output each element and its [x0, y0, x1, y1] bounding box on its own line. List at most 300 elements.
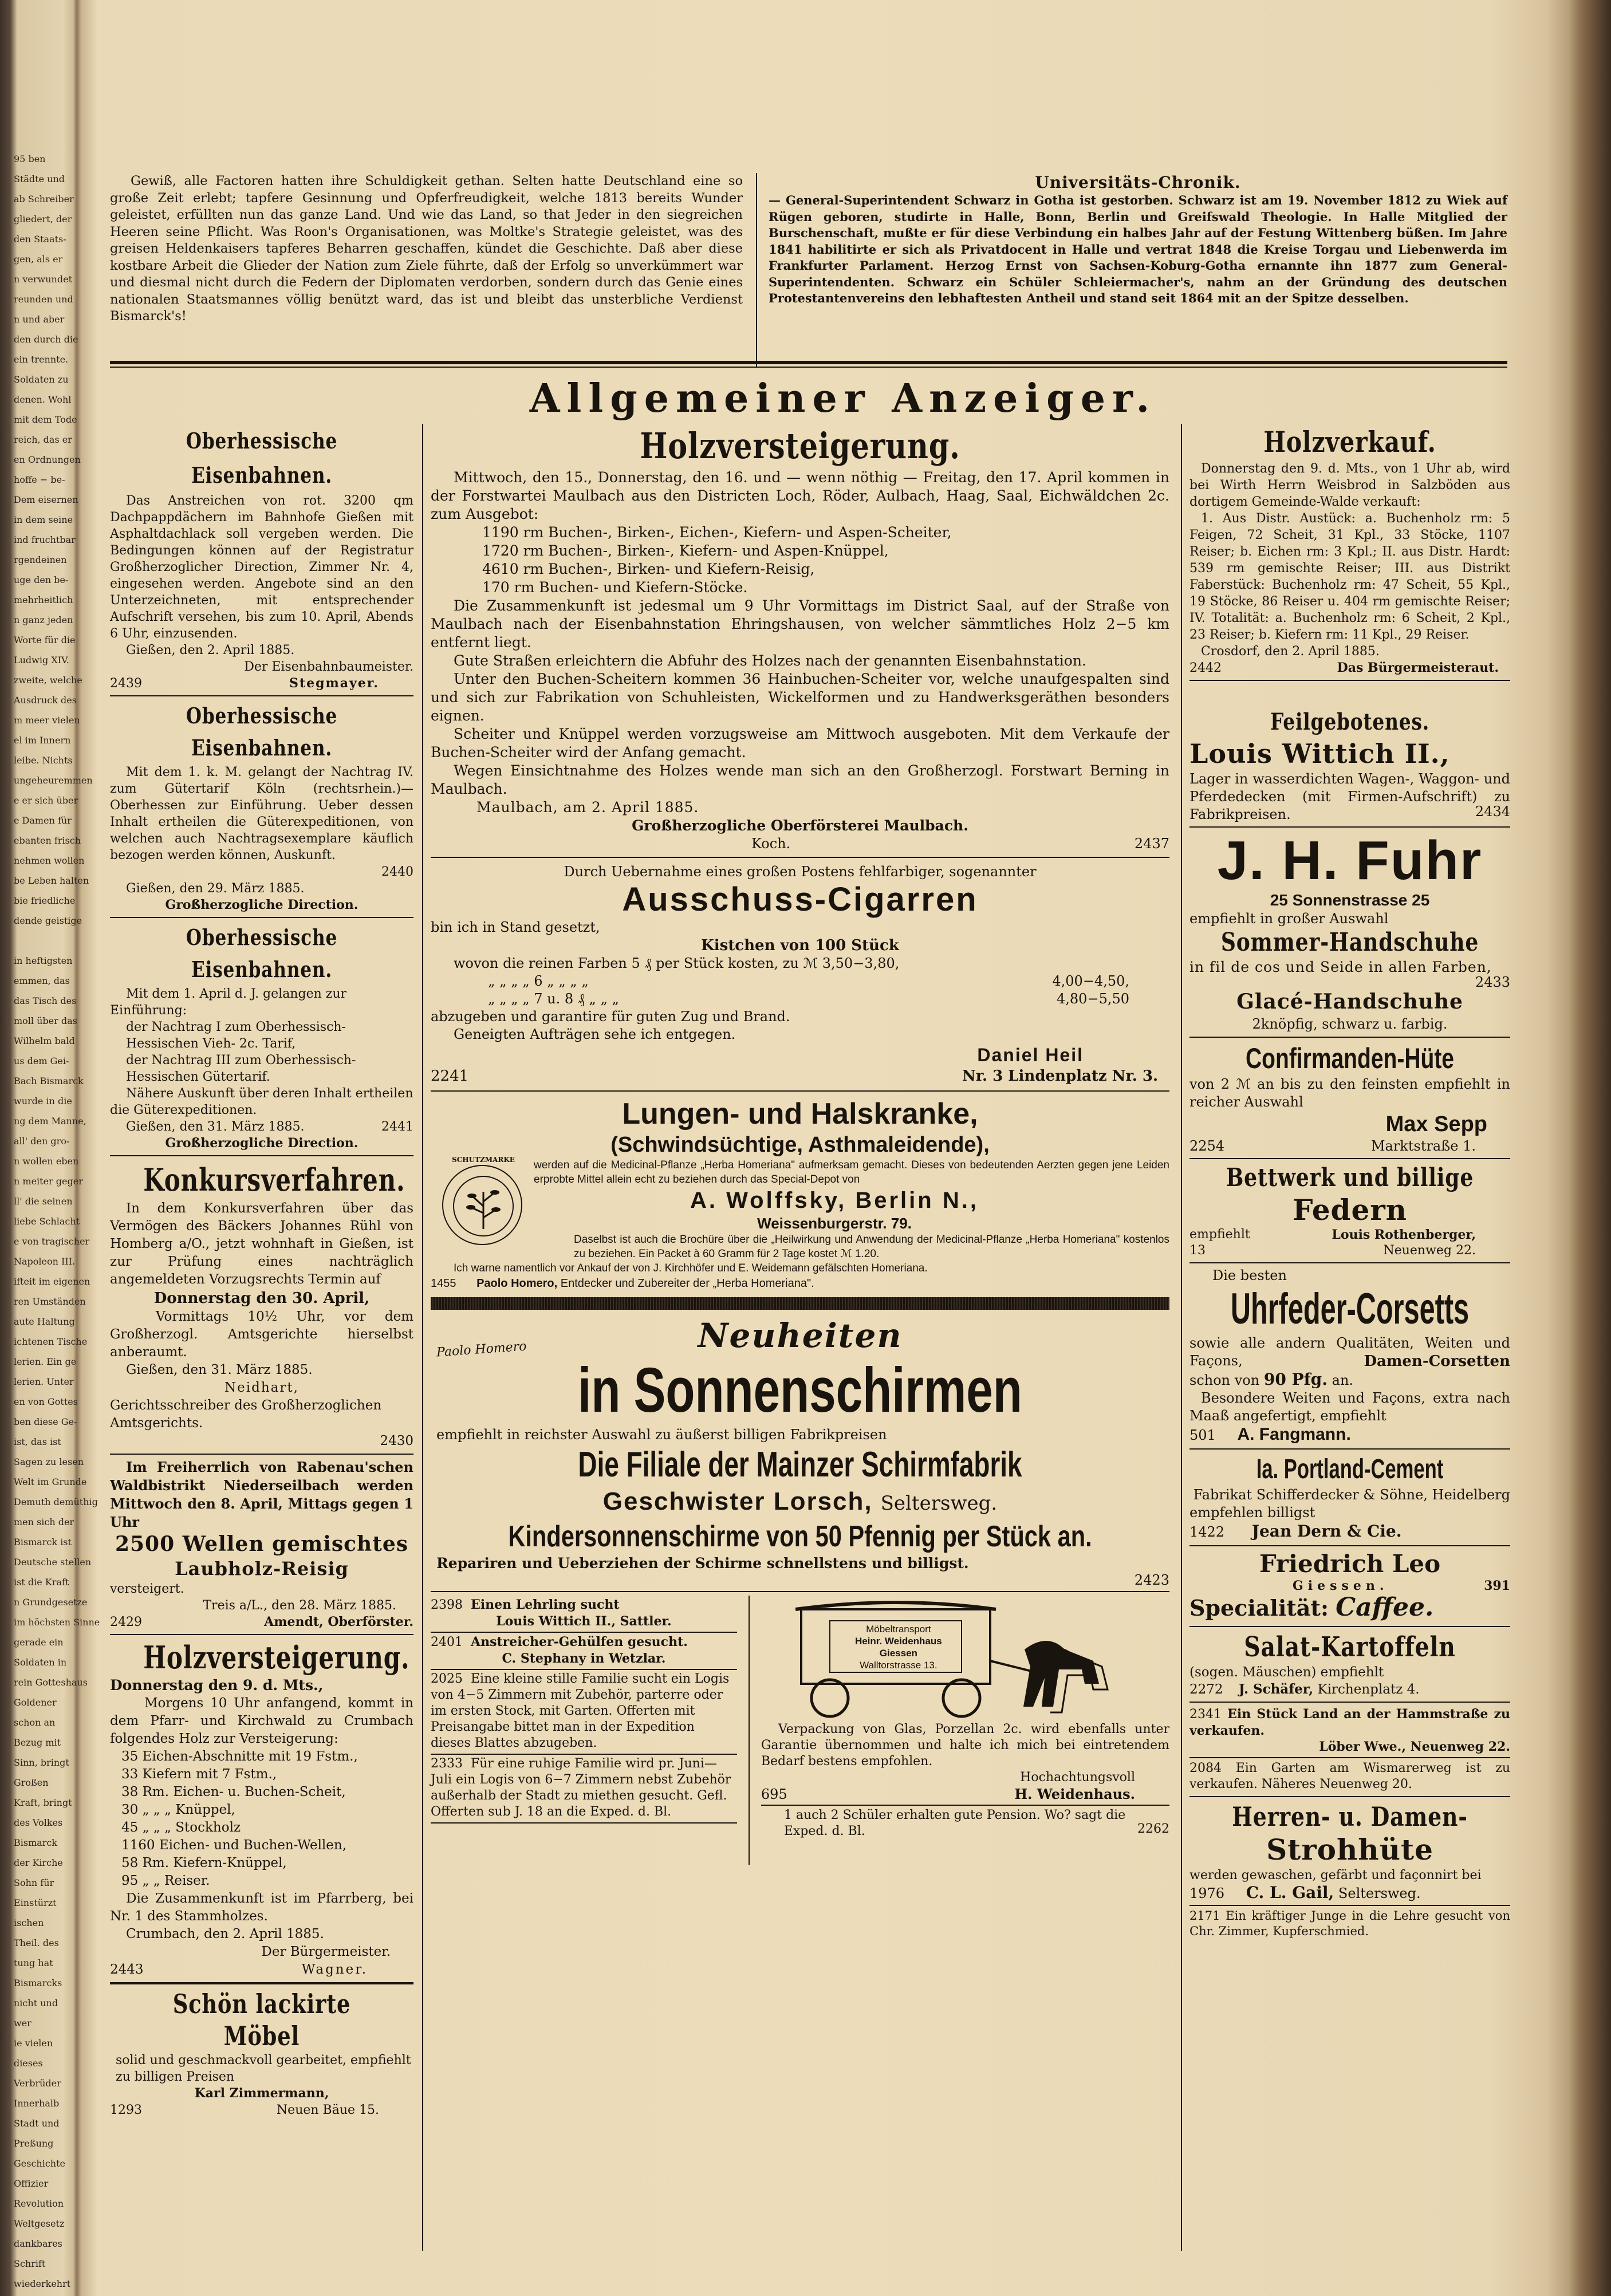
ad-row: 33 Kiefern mit 7 Fstm., — [121, 1767, 277, 1782]
ad-date: Gießen, den 31. März 1885. — [126, 1120, 305, 1134]
ad-product: Glacé-Handschuhe — [1236, 990, 1463, 1014]
ad-number: 1976 — [1189, 1885, 1225, 1901]
binding-line: Theil. des — [14, 1937, 59, 1948]
ad-name: Louis Wittich II., Sattler. — [496, 1614, 672, 1629]
ad-holzversteigerung-maulbach — [431, 424, 1169, 852]
ad-address: Neuen Bäue 15. — [276, 2103, 379, 2117]
ad-title: Oberhessische Eisenbahnen. — [186, 428, 338, 488]
ad-sign: Der Bürgermeister. — [261, 1944, 391, 1959]
ad-text: Ein kräftiger Junge in die Lehre gesucht von Chr. Zimmer, Kupferschmied. — [1189, 1909, 1510, 1938]
ad-holzverkauf — [1189, 424, 1510, 676]
ad-text: Die Zusammenkunft ist im Pfarrberg, bei Nr. 1 des Stammholzes. — [110, 1891, 413, 1924]
ad-date: Crosdorf, den 2. April 1885. — [1201, 644, 1380, 659]
ad-item: der Nachtrag I zum Oberhessisch-Hessischen Vieh- 2c. Tarif, — [126, 1020, 346, 1051]
binding-line: dieses — [14, 2058, 43, 2069]
binding-line: Wilhelm bald — [14, 1035, 75, 1046]
ad-items: 1. Aus Distr. Austück: a. Buchenholz rm: 5 Feigen, 72 Scheit, 31 Kpl., 33 Stöcke, 1107 Reiser; b. Eichen rm: 3 Kpl.; II. aus Distr. Hardt: 539 rm gemischte Reiser; III. aus Distrikt Faberstück: Buchenholz rm: 47 Scheit, 55 Kpl., 19 Stöcke, 86 Reiser u. 404 rm gemischte Reiser; IV. Totalität: a. Buchenholz rm: 6 Scheit, 2 Kpl., 23 Reiser; b. Kiefern rm: 11 Kpl., 29 Reiser. — [1189, 511, 1510, 642]
ad-title: Herren- u. Damen- — [1232, 1801, 1468, 1832]
ad-number: 2440 — [381, 865, 413, 879]
ad-number: 2025 — [431, 1672, 463, 1686]
binding-line: Welt im Grunde — [14, 1476, 87, 1487]
ad-text: empfiehlt — [1189, 1227, 1250, 1242]
intro-article: Gewiß, alle Factoren hatten ihre Schuldigkeit gethan. Selten hatte Deutschland eine so große Zeit erlebt; tapfere Gesinnung und Opferfreudigkeit, welche 1813 bereits Wunder geleistet, erfüllten nun das ganze Land. Und wie das Land, so that Jeder in den siegreichen Heeren seine Pflicht. Was Roon's Organisationen, was Moltke's Strategie geleistet, was des greisen Heldenkaisers tapferes Beharren geschaffen, kündet die Geschichte. Daß aber diese kostbare Arbeit die Glieder der Nation zum Ziele führte, daß der Erfolg so unverkümmert war und diesmal nicht durch die Federn der Diplomaten verdorben, sondern durch das Genie eines nationalen Staatsmannes völlig benützt ward, das ist und bleibt das unsterbliche Verdienst Bismarck's! — [110, 174, 743, 324]
ad-text: sowie alle andern Qualitäten, Weiten und Façons, — [1189, 1335, 1510, 1369]
ad-moebel — [110, 1988, 413, 2118]
ad-text: schon von — [1189, 1372, 1260, 1388]
left-column — [110, 424, 413, 2118]
binding-line: tung hat — [14, 1958, 53, 1968]
ad-address: Seltersweg. — [1338, 1885, 1421, 1901]
wagon-text: Möbeltransport — [866, 1624, 931, 1635]
herb-plant-icon — [443, 1166, 523, 1246]
ad-text: Daselbst ist auch die Brochüre über die „Heilwirkung und Anwendung der Medicinal-Pflanze „Herba Homeriana" kostenlos zu beziehen. Ein Packet à 60 Gramm für 2 Tage kostet ℳ 1.20. — [574, 1234, 1169, 1260]
binding-line: emmen, das — [14, 975, 70, 986]
page-title: Allgemeiner Anzeiger. — [529, 376, 1157, 422]
chronicle-title: Universitäts-Chronik. — [1035, 173, 1241, 192]
section-rule — [110, 367, 1507, 368]
binding-line: mit dem Tode — [14, 414, 77, 425]
ad-number: 2441 — [381, 1120, 413, 1134]
ad-oberhessische-3 — [110, 921, 413, 1152]
binding-line: Sagen zu lesen — [14, 1456, 84, 1467]
ad-sonnenschirme — [431, 1316, 1169, 1588]
ad-name: Daniel Heil — [977, 1045, 1084, 1065]
right-column — [1189, 424, 1510, 1939]
column-rule — [1181, 424, 1182, 2251]
binding-line: el im Innern — [14, 735, 71, 746]
ad-number: 695 — [761, 1786, 787, 1802]
ad-text: Ich warne namentlich vor Ankauf der von J. Kirchhöfer und E. Weidemann gefälschten Homeriana. — [454, 1262, 928, 1274]
ad-number: 2398 — [431, 1598, 463, 1612]
binding-line: e von tragischer — [14, 1236, 90, 1247]
ad-moebeltransport — [761, 1596, 1169, 1865]
binding-line: gliedert, der — [14, 214, 72, 225]
ad-intro: Durch Uebernahme eines großen Postens fehlfarbiger, sogenannter — [564, 864, 1037, 880]
binding-line: n Grundgesetze — [14, 1597, 88, 1608]
binding-line: Ausdruck des — [14, 695, 77, 706]
ad-text: versteigert. — [110, 1582, 184, 1596]
binding-line: ein trennte. — [14, 354, 69, 365]
binding-line: e Damen für — [14, 815, 72, 826]
ad-bettwerk — [1189, 1163, 1510, 1259]
ad-lehre — [1189, 1908, 1510, 1939]
ad-rabenau — [110, 1458, 413, 1631]
ad-text: abzugeben und garantire für guten Zug und Brand. — [431, 1009, 790, 1025]
ad-number: 2437 — [1134, 836, 1169, 852]
ad-text: Donnerstag den 9. d. Mts., von 1 Uhr ab, wird bei Wirth Herrn Weisbrod in Salzböden aus dortigem Gemeinde-Walde verkauft: — [1189, 462, 1510, 509]
binding-line: lerien. Ein ge — [14, 1356, 77, 1367]
wagon-text: Heinr. Weidenhaus — [854, 1636, 942, 1647]
ad-number: 1455 — [431, 1277, 456, 1290]
ad-date: Treis a/L., den 28. März 1885. — [203, 1598, 396, 1613]
ad-text: Im Freiherrlich von Rabenau'schen Waldbistrikt Niederseilbach werden Mittwoch den 8. April, Mittags gegen 1 Uhr — [110, 1459, 413, 1530]
ad-signature: Amendt, Oberförster. — [264, 1614, 413, 1629]
ad-title: Lungen- und Halskranke, — [622, 1097, 978, 1131]
ad-address: Neuenweg 22. — [1383, 1243, 1476, 1258]
binding-line: ungeheuremmen — [14, 775, 93, 786]
small-ad — [431, 1755, 737, 1824]
ad-subtitle: Kistchen von 100 Stück — [701, 937, 899, 954]
ad-date: Gießen, den 29. März 1885. — [126, 881, 305, 896]
binding-line: rein Gotteshaus — [14, 1677, 88, 1688]
ad-confirmanden — [1189, 1041, 1510, 1155]
binding-line: Ludwig XIV. — [14, 655, 69, 665]
ad-number: 2430 — [380, 1433, 413, 1448]
binding-line: Sohn für — [14, 1877, 54, 1888]
section-rule — [110, 361, 1507, 364]
ad-text: Repariren und Ueberziehen der Schirme schnellstens und billigst. — [436, 1555, 969, 1572]
ad-title: Schön lackirte Möbel — [172, 1988, 351, 2051]
ad-row: 95 „ „ Reiser. — [121, 1873, 210, 1888]
ad-number: 2241 — [431, 1068, 469, 1085]
ad-text: Fabrikat Schifferdecker & Söhne, Heidelberg — [1193, 1487, 1510, 1503]
ad-number: 2084 — [1189, 1761, 1222, 1775]
ad-number: 2401 — [431, 1635, 463, 1649]
ad-name: J. Schäfer, — [1238, 1681, 1314, 1697]
ad-heading: Laubholz-Reisig — [175, 1558, 349, 1580]
ad-firm: A. Wolffsky, Berlin N., — [690, 1188, 979, 1213]
ad-row: 30 „ „ „ Knüppel, — [121, 1802, 235, 1817]
binding-line: e er sich über — [14, 795, 78, 806]
ad-address: 25 Sonnenstrasse 25 — [1270, 891, 1430, 909]
binding-line: all' den gro- — [14, 1136, 70, 1147]
binding-line: ifteit im eigenen — [14, 1276, 90, 1287]
binding-line: ind fruchtbar — [14, 534, 76, 545]
ad-text: Ein Stück Land an der Hammstraße zu verkaufen. — [1189, 1707, 1510, 1738]
ad-address: Marktstraße 1. — [1370, 1138, 1476, 1154]
ad-title: Oberhessische Eisenbahnen. — [186, 703, 338, 761]
ad-text: Gute Straßen erleichtern die Abfuhr des Holzes nach der genannten Eisenbahnstation. — [454, 652, 1086, 669]
ad-title: Oberhessische Eisenbahnen. — [186, 924, 338, 982]
ad-price-row: „ „ „ „ 7 u. 8 ₰ „ „ „ — [488, 991, 619, 1007]
ad-sign: Der Eisenbahnbaumeister. — [244, 660, 413, 674]
university-chronicle — [769, 173, 1507, 307]
small-ad — [431, 1633, 737, 1670]
binding-gutter-text — [0, 0, 100, 2296]
ad-title: J. H. Fuhr — [1217, 830, 1483, 891]
ad-salat — [1189, 1631, 1510, 1698]
binding-line: rgendeinen — [14, 554, 67, 565]
ad-oberhessische-2 — [110, 700, 413, 913]
binding-line: Innerhalb — [14, 2098, 60, 2109]
ad-sign: Hochachtungsvoll — [1020, 1770, 1135, 1785]
ad-price: 90 Pfg. — [1263, 1370, 1328, 1389]
binding-line: moll über das — [14, 1015, 77, 1026]
binding-line: ebanten frisch — [14, 835, 81, 846]
ad-garten — [1189, 1761, 1510, 1793]
ad-text: Für eine ruhige Familie wird pr. Juni—Juli ein Logis von 6−7 Zimmern nebst Zubehör außerhalb der Stadt zu miethen gesucht. Gefl. Offerten sub J. 18 an die Exped. d. Bl. — [431, 1757, 731, 1819]
binding-line: Soldaten in — [14, 1657, 67, 1668]
binding-line: Preßung — [14, 2138, 54, 2149]
ad-strohhuete — [1189, 1801, 1510, 1903]
wagon-text: Giessen — [879, 1648, 917, 1659]
binding-line: n verwundet — [14, 274, 72, 285]
trademark-stamp — [442, 1156, 522, 1245]
ad-signature: Großherzogliche Oberförsterei Maulbach. — [632, 817, 968, 834]
ad-city: Giessen. — [1293, 1578, 1389, 1593]
binding-line: hoffe − be- — [14, 474, 65, 485]
ad-number: 2333 — [431, 1757, 463, 1771]
small-ads-column — [431, 1596, 737, 1865]
ad-number: 391 — [1484, 1578, 1510, 1593]
binding-line: n meiter geger — [14, 1176, 83, 1187]
ad-text: Anstreicher-Gehülfen gesucht. — [471, 1635, 688, 1649]
binding-line: Napoleon III. — [14, 1256, 76, 1267]
binding-line: Einstürzt — [14, 1897, 57, 1908]
ad-title: Friedrich Leo — [1259, 1550, 1441, 1578]
binding-line: n wollen eben — [14, 1156, 79, 1167]
binding-line: Offizier — [14, 2178, 49, 2189]
ad-name: C. L. Gail, — [1246, 1883, 1334, 1902]
binding-line: Bismarck ist — [14, 1537, 72, 1547]
ad-text: Scheiter und Knüppel werden vorzugsweise am Mittwoch ausgeboten. Mit dem Verkaufe der Buchen-Scheiter wird der Anfang gemacht. — [431, 726, 1169, 761]
ad-wittich — [1189, 684, 1510, 822]
ad-date: Gießen, den 31. März 1885. — [126, 1362, 313, 1377]
ad-text: solid und geschmackvoll gearbeitet, empfiehlt zu billigen Preisen — [116, 2053, 411, 2084]
section-title: Feilgebotenes. — [1270, 708, 1430, 735]
binding-line: ll' die seinen — [14, 1196, 73, 1207]
ad-street: Weissenburgerstr. 79. — [757, 1215, 912, 1232]
binding-line: Soldaten zu — [14, 374, 69, 385]
ad-fuhr — [1189, 831, 1510, 1033]
ad-label: Specialität: — [1189, 1595, 1329, 1621]
ad-name: Max Sepp — [1385, 1112, 1487, 1136]
ad-address: Nr. 3 Lindenplatz Nr. 3. — [962, 1068, 1158, 1085]
ad-number: 2433 — [1475, 974, 1510, 990]
ad-signature: Karl Zimmermann, — [194, 2086, 329, 2101]
binding-line: ichtenen Tische — [14, 1336, 88, 1347]
ad-text: empfehlen billigst — [1189, 1505, 1315, 1521]
ad-row: 35 Eichen-Abschnitte mit 19 Fstm., — [121, 1749, 358, 1764]
binding-line: Geschichte — [14, 2158, 66, 2169]
ad-text: Wegen Einsichtnahme des Holzes wende man sich an den Großherzogl. Forstwart Berning in Maulbach. — [431, 762, 1169, 797]
binding-line: ist, das ist — [14, 1436, 61, 1447]
ad-signature: Neidhart, — [224, 1380, 299, 1395]
binding-line: denen. Wohl — [14, 394, 72, 405]
ad-text: Die Zusammenkunft ist jedesmal um 9 Uhr Vormittags im District Saal, auf der Straße von Maulbach nach der Eisenbahnstation Ehringshausen, von welcher sämmtliches Holz 2−5 km entfernt liegt. — [431, 597, 1169, 651]
binding-line: Großen — [14, 1777, 49, 1788]
ad-rows — [110, 1748, 413, 1890]
ad-konkurs — [110, 1160, 413, 1450]
ad-title: Konkursverfahren. — [143, 1161, 405, 1198]
ad-offer: Kindersonnenschirme von 50 Pfennig per Stück an. — [508, 1520, 1092, 1553]
binding-line: ie vielen — [14, 2038, 53, 2049]
ad-date-bold: Donnerstag den 30. April, — [153, 1290, 370, 1307]
binding-line: nehmen wollen — [14, 855, 85, 866]
ad-title: Bettwerk und billige — [1226, 1163, 1474, 1192]
ad-firm: Geschwister Lorsch, — [602, 1487, 873, 1515]
decorative-rule — [431, 1297, 1169, 1310]
ad-title: Holzversteigerung. — [640, 425, 960, 467]
ad-number: 2171 — [1189, 1909, 1220, 1923]
binding-line: in heftigsten — [14, 955, 73, 966]
binding-line: Worte für die — [14, 635, 76, 645]
ad-rows — [431, 523, 1169, 597]
binding-line: wiederkehrt — [14, 2278, 71, 2289]
ad-date: Maulbach, am 2. April 1885. — [476, 799, 699, 816]
binding-line: wurde in die — [14, 1096, 72, 1106]
ad-text: Mit dem 1. k. M. gelangt der Nachtrag IV. zum Gütertarif Köln (rechtsrhein.)— Oberhessen zur Einführung. Ueber dessen Inhalt ertheilen die Güterexpeditionen, von welchen auch Nachtragsexemplare käuflich bezogen werden können, Auskunft. — [110, 765, 413, 863]
handwritten-signature: Paolo Homero — [436, 1339, 527, 1360]
binding-line: en Ordnungen — [14, 454, 81, 465]
ad-number: 1293 — [110, 2103, 142, 2117]
binding-line: gen, als er — [14, 254, 63, 265]
column-rule — [756, 173, 757, 368]
ad-title: Ia. Portland-Cement — [1256, 1454, 1444, 1484]
ad-text: 1 auch 2 Schüler erhalten gute Pension. Wo? sagt die Exped. d. Bl. — [783, 1808, 1126, 1838]
ad-text: In dem Konkursverfahren über das Vermögen des Bäckers Johannes Rühl von Homberg a/O., jetzt wohnhaft in Gießen, ist zur Prüfung eines nachträglich angemeldeten Vorzugsrechts Termin auf — [110, 1201, 413, 1287]
ad-row: 170 rm Buchen- und Kiefern-Stöcke. — [482, 579, 748, 596]
ad-text: Morgens 10 Uhr anfangend, kommt in dem Pfarr- und Kirchwald zu Crumbach folgendes Holz zur Versteigerung: — [110, 1696, 413, 1746]
binding-line: im höchsten Sinne — [14, 1617, 100, 1628]
ad-row: 58 Rm. Kiefern-Knüppel, — [121, 1856, 287, 1870]
ad-text: Eine kleine stille Familie sucht ein Logis von 4−5 Zimmern mit Zubehör, parterre oder im ersten Stock, mit Garten. Offerten mit Preisangabe bittet man in der Expedition dieses Blattes abzugeben. — [431, 1672, 730, 1750]
binding-line: der Kirche — [14, 1857, 63, 1868]
binding-line: bie friedliche — [14, 895, 76, 906]
ad-oberhessische-1 — [110, 424, 413, 692]
ad-name: A. Fangmann. — [1237, 1425, 1351, 1444]
binding-line: uge den be- — [14, 574, 69, 585]
ad-text: Das Anstreichen von rot. 3200 qm Dachpappdächern im Bahnhofe Gießen mit Asphaltdachlack soll vergeben werden. Die Bedingungen können auf der Registratur Großherzoglicher Direction, Zimmer Nr. 4, eingesehen werden. Angebote sind an den Unterzeichneten, mit entsprechender Aufschrift versehen, bis zum 10. April, Abends 6 Uhr, einzusenden. — [110, 494, 413, 641]
ad-text: Ein Garten am Wismarerweg ist zu verkaufen. Näheres Neuenweg 20. — [1189, 1761, 1510, 1791]
binding-line: Schrift — [14, 2258, 46, 2269]
ad-title: Federn — [1292, 1193, 1408, 1227]
ad-leo — [1189, 1550, 1510, 1622]
ad-name: Jean Dern & Cie. — [1251, 1522, 1402, 1541]
binding-line: Goldener — [14, 1697, 57, 1708]
ad-number: 2262 — [1137, 1822, 1169, 1836]
ad-title: Salat-Kartoffeln — [1244, 1631, 1456, 1663]
furniture-wagon-illustration — [761, 1596, 1169, 1722]
ad-number: 2443 — [110, 1962, 144, 1977]
binding-line: ist die Kraft — [14, 1577, 69, 1588]
ad-cement — [1189, 1453, 1510, 1542]
ad-text: bin ich in Stand gesetzt, — [431, 919, 600, 935]
ad-text: (sogen. Mäuschen) empfiehlt — [1189, 1665, 1384, 1680]
ad-text: an. — [1332, 1372, 1354, 1388]
ad-signature: Das Bürgermeisteraut. — [1337, 660, 1499, 675]
binding-line: mehrheitlich — [14, 594, 73, 605]
small-ad — [431, 1596, 737, 1633]
ad-title: Holzverkauf. — [1263, 425, 1436, 459]
ad-date-bold: Donnerstag den 9. d. Mts., — [110, 1677, 324, 1694]
ad-title: Holzversteigerung. — [143, 1639, 410, 1676]
ad-holzversteigerung-crumbach — [110, 1639, 413, 1979]
binding-line: Bach Bismarck — [14, 1076, 84, 1086]
middle-column — [431, 424, 1169, 1865]
ad-text: in fil de cos und Seide in allen Farben, — [1189, 959, 1492, 975]
ad-row: 1160 Eichen- und Buchen-Wellen, — [121, 1838, 347, 1853]
ad-price-row: „ „ „ „ 6 „ „ „ „ — [488, 973, 589, 989]
binding-line: en von Gottes — [14, 1396, 78, 1407]
binding-line: Stadt und — [14, 2118, 60, 2129]
ad-name: C. Stephany in Wetzlar. — [502, 1651, 666, 1666]
ad-text: werden gewaschen, gefärbt und façonnirt bei — [1189, 1868, 1482, 1883]
ad-text: Einen Lehrling sucht — [471, 1597, 620, 1612]
binding-line: ab Schreiber — [14, 194, 74, 204]
small-ad — [431, 1670, 737, 1755]
ad-address: Seltersweg. — [880, 1492, 998, 1515]
binding-line: us dem Gei- — [14, 1056, 69, 1066]
ad-text: werden auf die Medicinal-Pflanze „Herba Homeriana" aufmerksam gemacht. Dieses von bedeutenden Aerzten gegen jene Leiden erprobte Mittel allein echt zu beziehen durch das Special-Depot von — [534, 1159, 1169, 1186]
ad-number: 2254 — [1189, 1138, 1225, 1154]
ad-text: Unter den Buchen-Scheitern kommen 36 Hainbuchen-Scheiter vor, welche unaufgespalten sind und sich zur Fabrikation von Schuhleisten, Wickelformen und zu Handwerksgeräthen besonders eignen. — [431, 671, 1169, 724]
ad-row: 1720 rm Buchen-, Birken-, Kiefern- und Aspen-Knüppel, — [482, 542, 889, 559]
ad-text: Mit dem 1. April d. J. gelangen zur Einführung: — [110, 987, 347, 1018]
ad-text: Lager in wasserdichten Wagen-, Waggon- und Pferdedecken (mit Firmen-Aufschrift) zu Fabrikpreisen. — [1189, 771, 1510, 822]
ad-text: empfiehlt in reichster Auswahl zu äußerst billigen Fabrikpreisen — [436, 1427, 887, 1443]
ad-row: 45 „ „ „ Stockholz — [121, 1820, 241, 1835]
ad-text: empfiehlt in großer Auswahl — [1189, 911, 1389, 927]
newspaper-page — [99, 23, 1542, 2279]
binding-line: be Leben halten — [14, 875, 89, 886]
column-rule — [422, 424, 423, 2251]
ad-product: Damen-Corsetten — [1364, 1353, 1510, 1370]
binding-line: gerade ein — [14, 1637, 64, 1648]
binding-line: des Volkes — [14, 1817, 63, 1828]
binding-line: reich, das er — [14, 434, 72, 445]
ad-number: 2434 — [1475, 804, 1510, 820]
ad-name: Louis Rothenberger, — [1332, 1227, 1476, 1242]
ad-subtitle: (Schwindsüchtige, Asthmaleidende), — [610, 1133, 990, 1157]
ad-signature: Großherzogliche Direction. — [165, 897, 359, 912]
binding-line: Demuth demüthig — [14, 1496, 98, 1507]
ad-number: 2442 — [1189, 661, 1222, 675]
binding-line: Deutsche stellen — [14, 1557, 92, 1568]
binding-line: den durch die — [14, 334, 78, 345]
ad-product: Caffee. — [1336, 1593, 1434, 1622]
binding-line: Verbrüder — [14, 2078, 61, 2089]
ad-row: 1190 rm Buchen-, Birken-, Eichen-, Kiefern- und Aspen-Scheiter, — [482, 524, 952, 541]
ad-signature: Großherzogliche Direction. — [165, 1136, 359, 1151]
binding-line: Weltgesetz — [14, 2218, 65, 2229]
ad-price-row: wovon die reinen Farben 5 ₰ per Stück kosten, zu ℳ 3,50−3,80, — [454, 955, 900, 971]
binding-line: ng dem Manne, — [14, 1116, 86, 1127]
ad-date: Gießen, den 2. April 1885. — [126, 643, 295, 657]
binding-line: ren Umständen — [14, 1296, 86, 1307]
ad-name: Louis Wittich II., — [1189, 738, 1450, 769]
ad-row: 38 Rm. Eichen- u. Buchen-Scheit, — [121, 1785, 346, 1799]
ad-corsetts — [1189, 1267, 1510, 1445]
ad-text: Vormittags 10½ Uhr, vor dem Großherzogl. Amtsgerichte hierselbst anberaumt. — [110, 1309, 413, 1360]
ad-number: 13 — [1189, 1243, 1206, 1258]
ad-signature: Wagner. — [301, 1962, 368, 1977]
ad-signature: Stegmayer. — [289, 676, 379, 691]
binding-line: Bismarck — [14, 1837, 58, 1848]
chronicle-text: — General-Superintendent Schwarz in Gotha ist gestorben. Schwarz ist am 19. November 1812 zu Wiek auf Rügen geboren, studirte in Halle, Bonn, Berlin und Greifswald Theologie. In Halle Mitglied der Burschenschaft, mußte er für diese Verbindung ein halbes Jahr auf der Festung Wittenberg büßen. Im Jahre 1841 habilitirte er sich als Privatdocent in Halle und vertrat 1848 die Kreise Torgau und Liebenwerda im Frankfurter Parlament. Herzog Ernst von Sachsen-Koburg-Gotha ernannte ihn 1877 zum General-Superintendenten. Schwarz ein Schüler Schleiermacher's, nahm an der Gründung des deutschen Protestantenvereins den lebhaftesten Antheil und stand seit 1864 mit an der Spitze desselben. — [769, 193, 1507, 305]
ad-row: 4610 rm Buchen-, Birken- und Kiefern-Reisig, — [482, 561, 815, 577]
ad-headline: in Sonnenschirmen — [578, 1355, 1022, 1425]
stamp-label: SCHUTZMARKE — [452, 1156, 515, 1164]
binding-line: Revolution — [14, 2198, 64, 2209]
binding-line: reunden und — [14, 294, 73, 305]
binding-line: ben diese Ge- — [14, 1416, 77, 1427]
binding-line: Dem eisernen — [14, 494, 78, 505]
binding-line: in dem seine — [14, 514, 73, 525]
wagon-text: Walltorstrasse 13. — [860, 1660, 938, 1671]
ad-title: Neuheiten — [698, 1316, 903, 1355]
ad-number: 1422 — [1189, 1524, 1225, 1540]
ad-text: Verpackung von Glas, Porzellan 2c. wird ebenfalls unter Garantie übernommen und halte ich mich bei eintretendem Bedarf bestens empfohlen. — [761, 1722, 1169, 1769]
binding-line: 95 ben — [14, 153, 46, 164]
ad-intro: Die besten — [1212, 1267, 1287, 1283]
binding-line: men sich der — [14, 1517, 74, 1527]
ad-price: 4,80−5,50 — [1057, 991, 1129, 1007]
binding-line: den Staats- — [14, 234, 66, 245]
ad-text: 2knöpfig, schwarz u. farbig. — [1252, 1016, 1448, 1032]
ad-text: Nähere Auskunft über deren Inhalt ertheilen die Güterexpeditionen. — [110, 1086, 413, 1117]
ad-item: der Nachtrag III zum Oberhessisch-Hessischen Gütertarif. — [126, 1053, 356, 1084]
